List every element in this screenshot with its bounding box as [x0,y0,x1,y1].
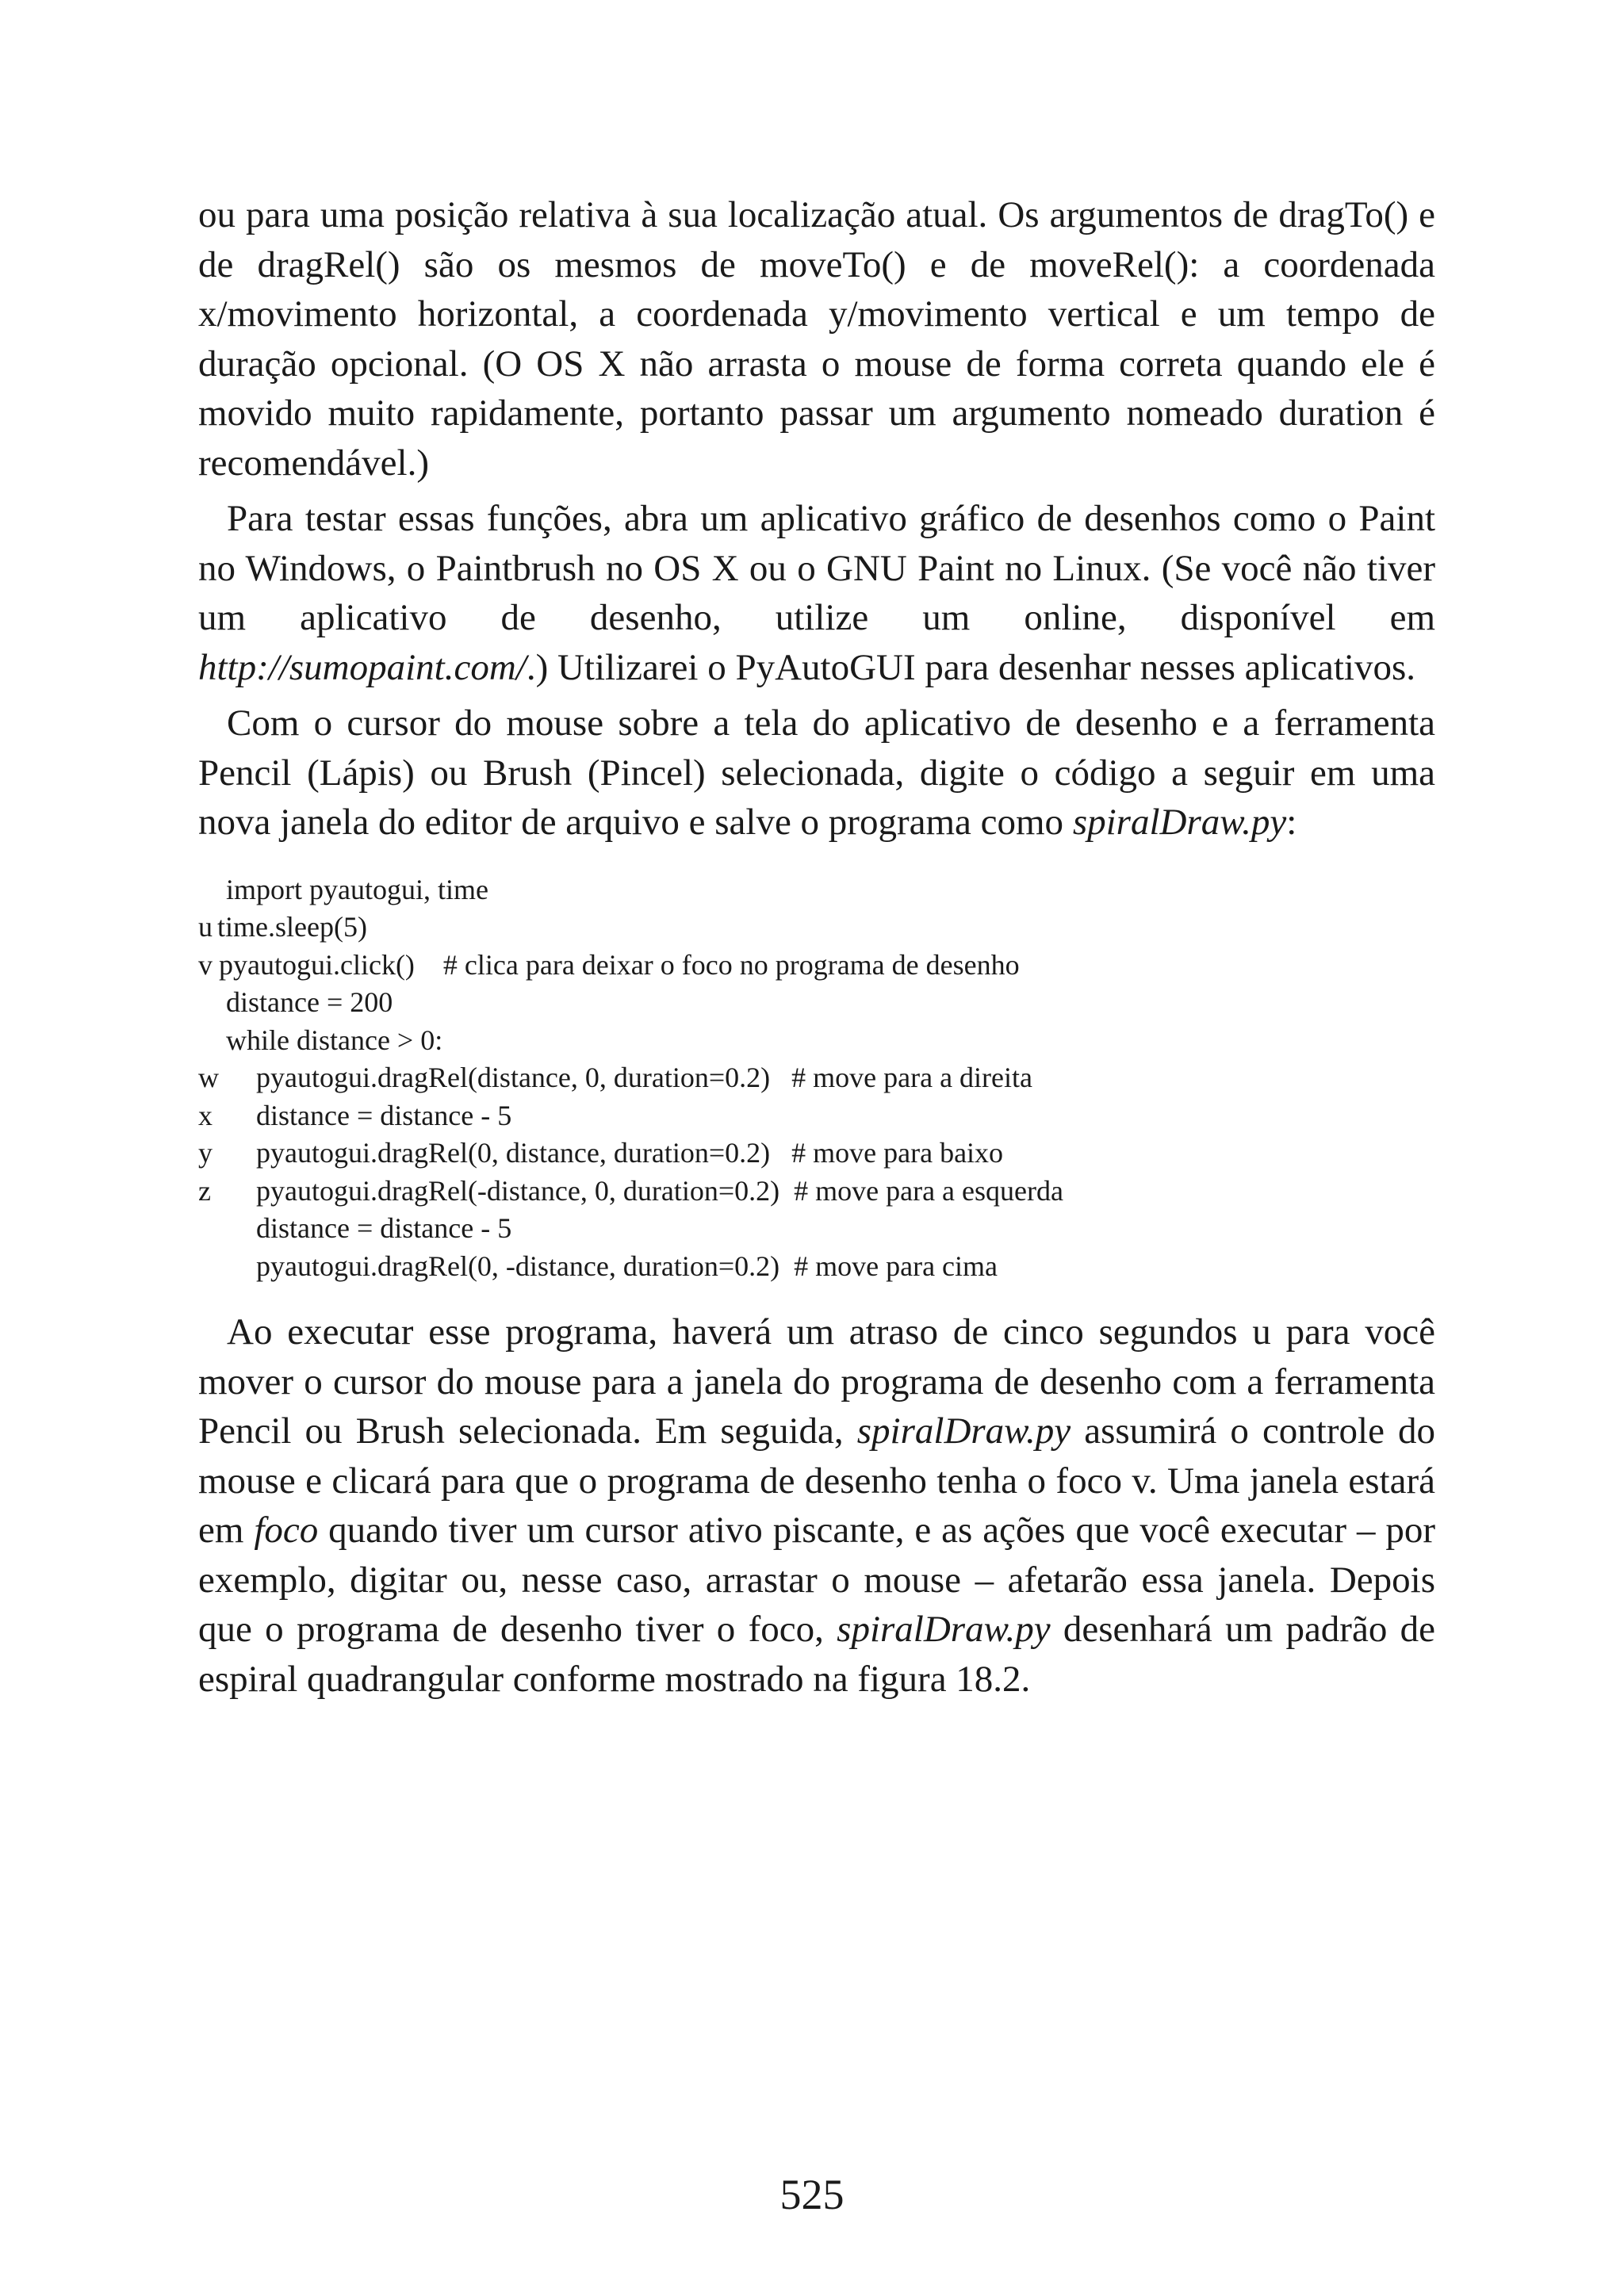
paragraph-text: Ao executar esse programa, haverá um atraso de cinco segundos u para você mover o cursor do mouse para a janela do programa de desenho com a ferramenta Pencil ou Brush selecionada. Em seguida, [198,1311,1435,1452]
paragraph-test-instructions [198,494,1435,692]
code-listing [198,871,1435,1286]
code-marker: v [198,948,213,981]
code-text: pyautogui.dragRel(0, distance, duration=0.2) # move para baixo [256,1137,1004,1169]
code-line [198,984,1435,1022]
paragraph-text: Com o cursor do mouse sobre a tela do aplicativo de desenho e a ferramenta Pencil (Lápis) ou Brush (Pincel) selecionada, digite o código a seguir em uma nova janela do editor de arquivo e salve o programa como [198,702,1435,843]
code-text: time.sleep(5) [217,911,367,943]
code-line [198,909,1435,947]
page-number: 525 [779,2171,845,2218]
paragraph-text: desenhará um padrão de espiral quadrangular conforme mostrado na figura 18.2. [198,1609,1435,1700]
code-text: pyautogui.dragRel(-distance, 0, duration=0.2) # move para a esquerda [256,1174,1063,1207]
emphasis-term: foco [254,1510,319,1551]
code-line [198,871,1435,909]
code-line [198,1173,1435,1211]
code-marker: u [198,911,213,943]
code-text: distance = 200 [226,986,393,1018]
code-text: pyautogui.click() # clica para deixar o foco no programa de desenho [219,948,1020,981]
code-line [198,1210,1435,1248]
code-text: import pyautogui, time [226,873,488,905]
code-line [198,1248,1435,1286]
code-marker: z [198,1174,211,1207]
code-marker: w [198,1062,219,1093]
code-text: distance = distance - 5 [256,1099,512,1131]
paragraph-program-explanation [198,1307,1435,1704]
filename: spiralDraw.py [856,1410,1071,1452]
code-line [198,1059,1435,1097]
code-marker: y [198,1137,213,1169]
book-page [198,190,1435,1704]
code-text: while distance > 0: [226,1024,443,1056]
code-text: pyautogui.dragRel(0, -distance, duration=0.2) # move para cima [256,1249,998,1282]
filename: spiralDraw.py [1072,802,1287,843]
paragraph-text: Para testar essas funções, abra um aplicativo gráfico de desenhos como o Paint no Windows, o Paintbrush no OS X ou o GNU Paint no Linux. (Se você não tiver um aplicativo de desenho, utilize um online, disponível em [198,498,1435,638]
sumopaint-url: http://sumopaint.com/ [198,646,527,688]
paragraph-drag-functions: ou para uma posição relativa à sua localização atual. Os argumentos de dragTo() e de dragRel() são os mesmos de moveTo() e de moveRel(): a coordenada x/movimento horizontal, a coordenada y/movimento vertical e um tempo de duração opcional. (O OS X não arrasta o mouse de forma correta quando ele é movido muito rapidamente, portanto passar um argumento nomeado duration é recomendável.) [198,194,1435,484]
code-text: distance = distance - 5 [256,1212,512,1244]
filename: spiralDraw.py [837,1609,1051,1650]
code-text: pyautogui.dragRel(distance, 0, duration=0.2) # move para a direita [256,1062,1032,1093]
paragraph-text: quando tiver um cursor ativo piscante, e as ações que você executar – por exemplo, digitar ou, nesse caso, arrastar o mouse – afetarão essa janela. Depois que o programa de desenho tiver o foco, [198,1510,1436,1650]
paragraph-text: .) Utilizarei o PyAutoGUI para desenhar nesses aplicativos. [526,646,1415,688]
code-line [198,1022,1435,1060]
paragraph-code-intro [198,698,1435,848]
paragraph-text: : [1286,802,1297,843]
code-line [198,1135,1435,1173]
code-marker: x [198,1099,213,1131]
code-line [198,1097,1435,1135]
paragraph-text: assumirá o controle do mouse e clicará para que o programa de desenho tenha o foco v. Uma janela estará em [198,1410,1435,1551]
code-line [198,947,1435,985]
